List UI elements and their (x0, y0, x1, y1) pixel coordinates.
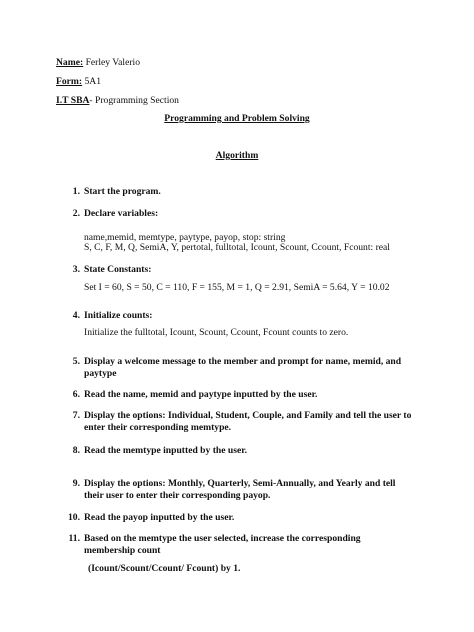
step-text: Read the memtype inputted by the user. (84, 445, 248, 456)
step-number: 8. (72, 445, 80, 456)
step-number: 2. (72, 208, 80, 219)
step-detail: (Icount/Scount/Ccount/ Fcount) by 1. (88, 563, 241, 574)
form-line (56, 76, 101, 88)
step-text: Based on the memtype the user selected, increase the corresponding membership count (84, 533, 361, 556)
name-line (56, 57, 140, 69)
step-text: Start the program. (84, 186, 161, 197)
step-number: 4. (72, 310, 80, 321)
step-number: 3. (72, 264, 80, 275)
step-number: 11. (68, 533, 80, 544)
step-text: Display a welcome message to the member and prompt for name, memid, and paytype (84, 356, 402, 379)
step-detail: Set I = 60, S = 50, C = 110, F = 155, M = 1, Q = 2.91, SemiA = 5.64, Y = 10.02 (84, 282, 390, 293)
it-sba-label: I.T SBA (56, 95, 90, 106)
name-label: Name: (56, 57, 84, 68)
step-text: Read the name, memid and paytype inputted by the user. (84, 389, 318, 400)
step-text: Display the options: Individual, Student, Couple, and Family and tell the user to enter their corresponding memtype. (84, 410, 412, 433)
section-heading: Algorithm (215, 150, 259, 161)
step-number: 6. (72, 389, 80, 400)
step-detail: Initialize the fulltotal, Icount, Scount, Ccount, Fcount counts to zero. (84, 327, 349, 338)
form-label: Form: (56, 76, 83, 87)
step-text: State Constants: (84, 264, 152, 275)
step-text: Initialize counts: (84, 310, 153, 321)
step-text: Display the options: Monthly, Quarterly, Semi-Annually, and Yearly and tell their user to enter their corresponding payop. (84, 478, 396, 501)
name-value: Ferley Valerio (83, 57, 141, 68)
it-sba-value: - Programming Section (89, 95, 179, 106)
form-value: 5A1 (82, 76, 102, 87)
step-number: 7. (72, 410, 80, 421)
step-text: Declare variables: (84, 208, 159, 219)
step-text: Read the payop inputted by the user. (84, 512, 235, 523)
step-detail: S, C, F, M, Q, SemiA, Y, pertotal, fulltotal, Icount, Scount, Ccount, Fcount: real (84, 242, 390, 253)
step-number: 1. (72, 186, 80, 197)
step-number: 10. (68, 512, 80, 523)
step-number: 9. (72, 478, 80, 489)
document-title: Programming and Problem Solving (164, 113, 310, 124)
step-detail: name,memid, memtype, paytype, payop, stop: string (84, 232, 286, 243)
step-number: 5. (72, 356, 80, 367)
it-sba-line (56, 95, 179, 107)
